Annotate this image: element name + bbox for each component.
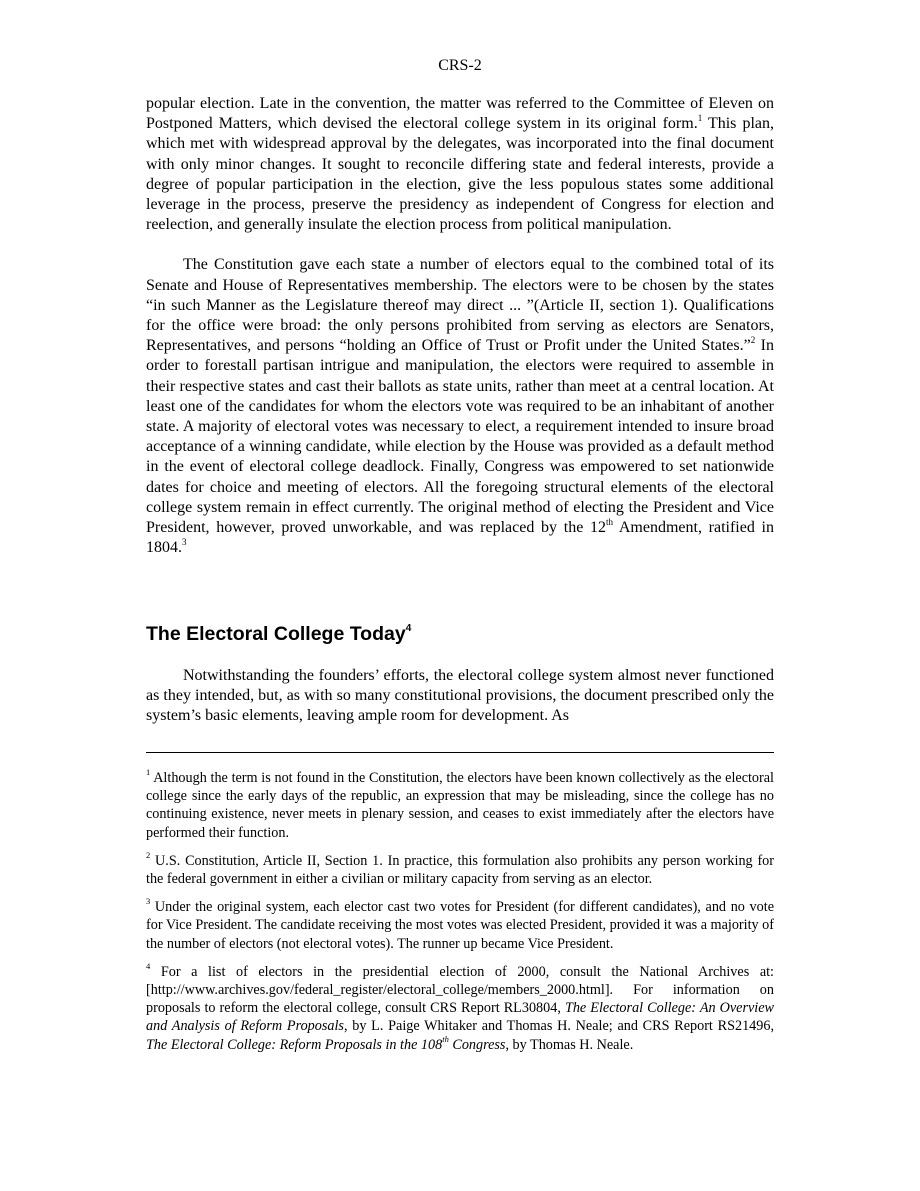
report-title-rl30804: The Electoral College: An Overview and Analysis of Reform Proposals — [146, 1000, 775, 1035]
footnote-4-text-c: , by Thomas H. Neale. — [505, 1036, 634, 1053]
body-text — [146, 94, 774, 558]
paragraph-1-text-a: popular election. Late in the convention, the matter was referred to the Committee of Eleven on Postponed Matters, which devised the electoral college system in its original form. — [146, 95, 774, 133]
footnote-3-number: 3 — [146, 896, 151, 907]
footnote-ref-3[interactable]: 3 — [182, 536, 187, 547]
report-title-ordinal: th — [442, 1033, 449, 1044]
report-title-rs21496-main: The Electoral College: Reform Proposals in the 108 — [146, 1036, 443, 1053]
section-heading — [146, 621, 774, 647]
paragraph-1 — [146, 94, 774, 235]
footnote-ref-4[interactable]: 4 — [405, 622, 412, 634]
footnote-4-text-b: , by L. Paige Whitaker and Thomas H. Neale; and CRS Report RS21496, — [343, 1018, 774, 1035]
paragraph-2 — [146, 255, 774, 558]
footnote-2-number: 2 — [146, 850, 151, 861]
footnote-1-number: 1 — [146, 767, 151, 778]
footnote-2-text: U.S. Constitution, Article II, Section 1. In practice, this formulation also prohibits any person working for the federal government in either a civilian or military capacity from serving as an elector. — [146, 852, 774, 888]
report-title-rs21496-end: Congress — [448, 1036, 506, 1053]
page-number-header: CRS-2 — [438, 57, 482, 74]
report-title-rs21496 — [146, 1033, 506, 1053]
paragraph-2-text-a: The Constitution gave each state a number of electors equal to the combined total of its Senate and House of Representatives membership. The electors were to be chosen by the states “in such Manner as the Legislature thereof may direct ... ”(Article II, section 1). Qualifications for the office were broad: the only persons prohibited from serving as electors are Senators, Representatives, and persons “holding an Office of Trust or Profit under the United States.” — [146, 256, 774, 355]
footnote-4 — [146, 963, 774, 1054]
paragraph-1-text-b: This plan, which met with widespread approval by the delegates, was incorporated into the final document with only minor changes. It sought to reconcile differing state and federal interests, provide a degree of popular participation in the election, give the less populous states some additional leverage in the process, preserve the presidency as independent of Congress for election and reelection, and generally insulate the election process from political manipulation. — [146, 115, 774, 234]
footnote-3 — [146, 898, 774, 953]
footnote-3-text: Under the original system, each elector cast two votes for President (for different candidates), and no vote for Vice President. The candidate receiving the most votes was elected President, provided it was a majority of the number of electors (not electoral votes). The runner up became Vice President. — [146, 899, 774, 952]
paragraph-3-text: Notwithstanding the founders’ efforts, the electoral college system almost never functioned as they intended, but, as with so many constitutional provisions, the document prescribed only the system’s basic elements, leaving ample room for development. As — [146, 667, 774, 725]
footnote-4-number: 4 — [146, 961, 151, 972]
footnote-separator — [146, 752, 774, 753]
footnote-1-text: Although the term is not found in the Constitution, the electors have been known collectively as the electoral college since the early days of the republic, an expression that may be misleading, since the college has no continuing existence, never meets in plenary session, and ceases to exist immediately after the electors have performed their function. — [146, 770, 774, 841]
footnote-1 — [146, 769, 774, 842]
footnote-2 — [146, 852, 774, 888]
ordinal-suffix: th — [606, 516, 614, 527]
footnotes — [146, 769, 774, 1064]
footnote-4-text-a: For a list of electors in the presidential election of 2000, consult the National Archives at: [http://www.archives.gov/federal_register/electoral_college/members_2000.html]. For information on proposals to reform the electoral college, consult CRS Report RL30804, — [146, 963, 774, 1017]
footnote-ref-1[interactable]: 1 — [697, 112, 703, 123]
paragraph-3 — [146, 666, 774, 727]
footnote-ref-2[interactable]: 2 — [750, 334, 756, 345]
paragraph-2-text-c: Amendment, ratified in 1804. — [146, 519, 774, 557]
section-heading-text: The Electoral College Today — [146, 623, 406, 645]
paragraph-2-text-b: In order to forestall partisan intrigue and manipulation, the electors were required to assemble in their respective states and cast their ballots as state units, rather than meet at a central location. At least one of the candidates for whom the electors vote was required to be an inhabitant of another state. A majority of electoral votes was necessary to elect, a requirement intended to insure broad acceptance of a winning candidate, while election by the House was provided as a default method in the event of electoral college deadlock. Finally, Congress was empowered to set nationwide dates for choice and meeting of electors. All the foregoing structural elements of the electoral college system remain in effect currently. The original method of electing the President and Vice President, however, proved unworkable, and was replaced by the 12 — [146, 337, 775, 537]
